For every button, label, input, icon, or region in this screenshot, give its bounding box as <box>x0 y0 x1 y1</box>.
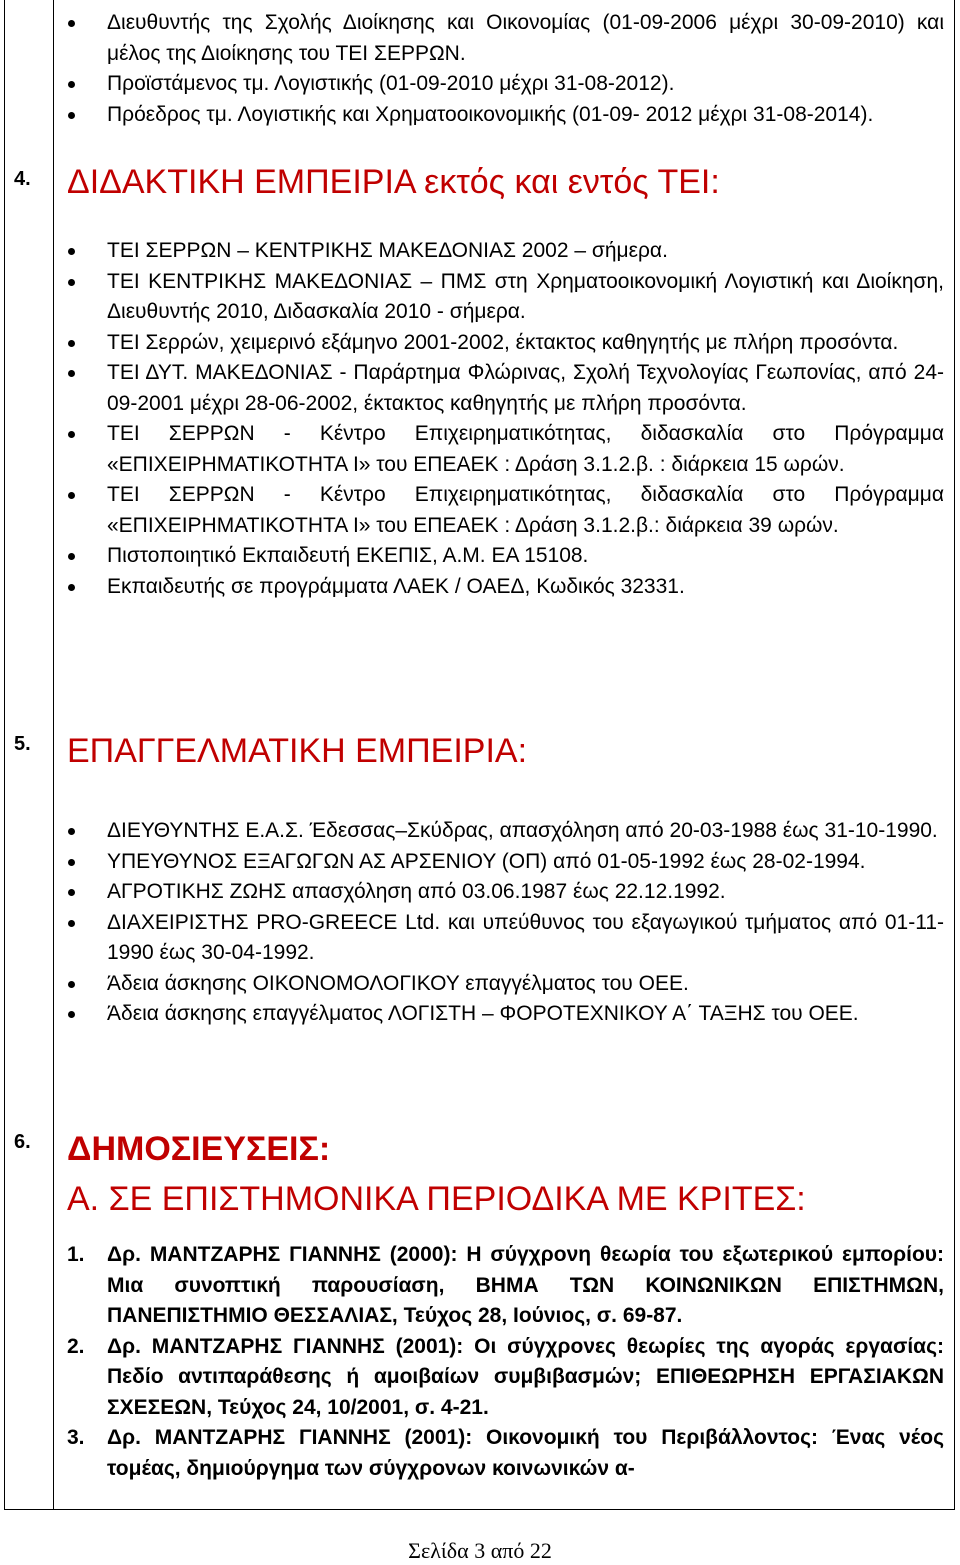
bullet-icon <box>68 248 75 255</box>
list-item <box>0 236 960 267</box>
list-item-text: ΤΕΙ ΣΕΡΡΩΝ - Κέντρο Επιχειρηματικότητας, διδασκαλία στο Πρόγραμμα «ΕΠΙΧΕΙΡΗΜΑΤΙΚΟΤΗΤΑ Ι» του ΕΠΕΑΕΚ : Δράση 3.1.2.β.: διάρκεια 39 ωρών. <box>107 483 944 537</box>
publication-item <box>0 1423 960 1484</box>
list-item-text: ΑΓΡΟΤΙΚΗΣ ΖΩΗΣ απασχόληση από 03.06.1987 έως 22.12.1992. <box>107 880 726 903</box>
list-item <box>0 999 960 1030</box>
list-item <box>0 358 960 419</box>
section-5-title: ΕΠΑΓΓΕΛΜΑΤΙΚΗ ΕΜΠΕΙΡΙΑ: <box>67 732 528 770</box>
section-4-number: 4. <box>14 168 31 190</box>
bullet-icon <box>68 1011 75 1018</box>
publication-text: Δρ. ΜΑΝΤΖΑΡΗΣ ΓΙΑΝΝΗΣ (2000): Η σύγχρονη θεωρία του εξωτερικού εμπορίου: Μια συνοπτική παρουσίαση, ΒΗΜΑ ΤΩΝ ΚΟΙΝΩΝΙΚΩΝ ΕΠΙΣΤΗΜΩΝ, ΠΑΝΕΠΙΣΤΗΜΙΟ ΘΕΣΣΑΛΙΑΣ, Τεύχος 28, Ιούνιος, σ. 69-87. <box>107 1243 944 1327</box>
list-item-text: ΥΠΕΥΘΥΝΟΣ ΕΞΑΓΩΓΩΝ ΑΣ ΑΡΣΕΝΙΟΥ (ΟΠ) από 01-05-1992 έως 28-02-1994. <box>107 849 866 873</box>
list-item-text: Εκπαιδευτής σε προγράμματα ΛΑΕΚ / ΟΑΕΔ, Κωδικός 32331. <box>107 574 685 598</box>
bullet-icon <box>68 279 75 286</box>
list-item <box>0 572 960 603</box>
bullet-icon <box>68 370 75 377</box>
list-item-text: ΔΙΑΧΕΙΡΙΣΤΗΣ PRO-GREECE Ltd. και υπεύθυνος του εξαγωγικού τμήματος από 01-11-1990 έως 30-04-1992. <box>107 910 944 964</box>
list-item-text: Πιστοποιητικό Εκπαιδευτή ΕΚΕΠΙΣ, Α.Μ. ΕΑ 15108. <box>107 544 589 567</box>
publication-text: Δρ. ΜΑΝΤΖΑΡΗΣ ΓΙΑΝΝΗΣ (2001): Οι σύγχρονες θεωρίες της αγοράς εργασίας: Πεδίο αντιπαράθεσης ή αμοιβαίων συμβιβασμών; ΕΠΙΘΕΩΡΗΣΗ ΕΡΓΑΣΙΑΚΩΝ ΣΧΕΣΕΩΝ, Τεύχος 24, 10/2001, σ. 4-21. <box>107 1334 944 1419</box>
list-item <box>0 541 960 572</box>
bullet-icon <box>68 584 75 591</box>
list-item <box>0 816 960 847</box>
top-items-list <box>0 8 960 130</box>
section-6-subtitle: Α. ΣΕ ΕΠΙΣΤΗΜΟΝΙΚΑ ΠΕΡΙΟΔΙΚΑ ΜΕ ΚΡΙΤΕΣ: <box>67 1180 806 1218</box>
top-items-block <box>0 8 960 130</box>
page-footer: Σελίδα 3 από 22 <box>408 1538 552 1563</box>
list-item <box>0 267 960 328</box>
section-5-block <box>0 816 960 1030</box>
section-4-title: ΔΙΔΑΚΤΙΚΗ ΕΜΠΕΙΡΙΑ εκτός και εντός ΤΕΙ: <box>67 163 720 201</box>
list-item-text: Άδεια άσκησης ΟΙΚΟΝΟΜΟΛΟΓΙΚΟΥ επαγγέλματος του ΟΕΕ. <box>107 971 689 995</box>
bullet-icon <box>68 112 75 119</box>
bullet-icon <box>68 340 75 347</box>
list-item-text: ΤΕΙ ΣΕΡΡΩΝ - Κέντρο Επιχειρηματικότητας, διδασκαλία στο Πρόγραμμα «ΕΠΙΧΕΙΡΗΜΑΤΙΚΟΤΗΤΑ Ι» του ΕΠΕΑΕΚ : Δράση 3.1.2.β. : διάρκεια 15 ωρών. <box>107 422 944 476</box>
list-item <box>0 328 960 359</box>
publication-text: Δρ. ΜΑΝΤΖΑΡΗΣ ΓΙΑΝΝΗΣ (2001): Οικονομική του Περιβάλλοντος: Ένας νέος τομέας, δημιούργημα των σύγχρονων κοινωνικών α- <box>107 1426 944 1480</box>
publication-number: 3. <box>67 1426 85 1449</box>
list-item <box>0 877 960 908</box>
bullet-icon <box>68 920 75 927</box>
bullet-icon <box>68 889 75 896</box>
list-item <box>0 419 960 480</box>
list-item <box>0 69 960 100</box>
bullet-icon <box>68 81 75 88</box>
list-item-text: Άδεια άσκησης επαγγέλματος ΛΟΓΙΣΤΗ – ΦΟΡΟΤΕΧΝΙΚΟΥ Α΄ ΤΑΞΗΣ του ΟΕΕ. <box>107 1002 859 1025</box>
bullet-icon <box>68 981 75 988</box>
bullet-icon <box>68 553 75 560</box>
bullet-icon <box>68 431 75 438</box>
list-item-text: Πρόεδρος τμ. Λογιστικής και Χρηματοοικονομικής (01-09- 2012 μέχρι 31-08-2014). <box>107 102 874 126</box>
publication-number: 1. <box>67 1243 85 1266</box>
list-item <box>0 908 960 969</box>
publication-item <box>0 1332 960 1424</box>
publication-number: 2. <box>67 1334 85 1358</box>
list-item-text: ΤΕΙ ΔΥΤ. ΜΑΚΕΔΟΝΙΑΣ - Παράρτημα Φλώρινας, Σχολή Τεχνολογίας Γεωπονίας, από 24-09-2001 μέχρι 28-06-2002, έκτακτος καθηγητής με πλήρη προσόντα. <box>107 361 944 415</box>
bullet-icon <box>68 492 75 499</box>
bullet-icon <box>68 828 75 835</box>
bullet-icon <box>68 20 75 27</box>
list-item <box>0 8 960 69</box>
list-item-text: Διευθυντής της Σχολής Διοίκησης και Οικονομίας (01-09-2006 μέχρι 30-09-2010) και μέλος της Διοίκησης του ΤΕΙ ΣΕΡΡΩΝ. <box>107 11 944 65</box>
publication-item <box>0 1240 960 1332</box>
section-4-block <box>0 236 960 602</box>
list-item-text: ΤΕΙ Σερρών, χειμερινό εξάμηνο 2001-2002, έκτακτος καθηγητής με πλήρη προσόντα. <box>107 330 899 354</box>
bullet-icon <box>68 859 75 866</box>
list-item-text: Προϊστάμενος τμ. Λογιστικής (01-09-2010 μέχρι 31-08-2012). <box>107 72 675 95</box>
section-6-title: ΔΗΜΟΣΙΕΥΣΕΙΣ: <box>67 1130 331 1168</box>
section-4-list <box>0 236 960 602</box>
bottom-border <box>4 1509 955 1510</box>
list-item <box>0 847 960 878</box>
list-item <box>0 969 960 1000</box>
publications-block <box>0 1240 960 1484</box>
section-6-number: 6. <box>14 1131 31 1153</box>
list-item-text: ΔΙΕΥΘΥΝΤΗΣ Ε.Α.Σ. Έδεσσας–Σκύδρας, απασχόληση από 20-03-1988 έως 31-10-1990. <box>107 819 938 842</box>
section-5-number: 5. <box>14 733 31 755</box>
publications-list <box>0 1240 960 1484</box>
list-item-text: ΤΕΙ ΚΕΝΤΡΙΚΗΣ ΜΑΚΕΔΟΝΙΑΣ – ΠΜΣ στη Χρηματοοικονομική Λογιστική και Διοίκηση, Διευθυντής 2010, Διδασκαλία 2010 - σήμερα. <box>107 269 944 323</box>
list-item-text: ΤΕΙ ΣΕΡΡΩΝ – ΚΕΝΤΡΙΚΗΣ ΜΑΚΕΔΟΝΙΑΣ 2002 – σήμερα. <box>107 239 668 262</box>
list-item <box>0 480 960 541</box>
section-5-list <box>0 816 960 1030</box>
list-item <box>0 100 960 131</box>
